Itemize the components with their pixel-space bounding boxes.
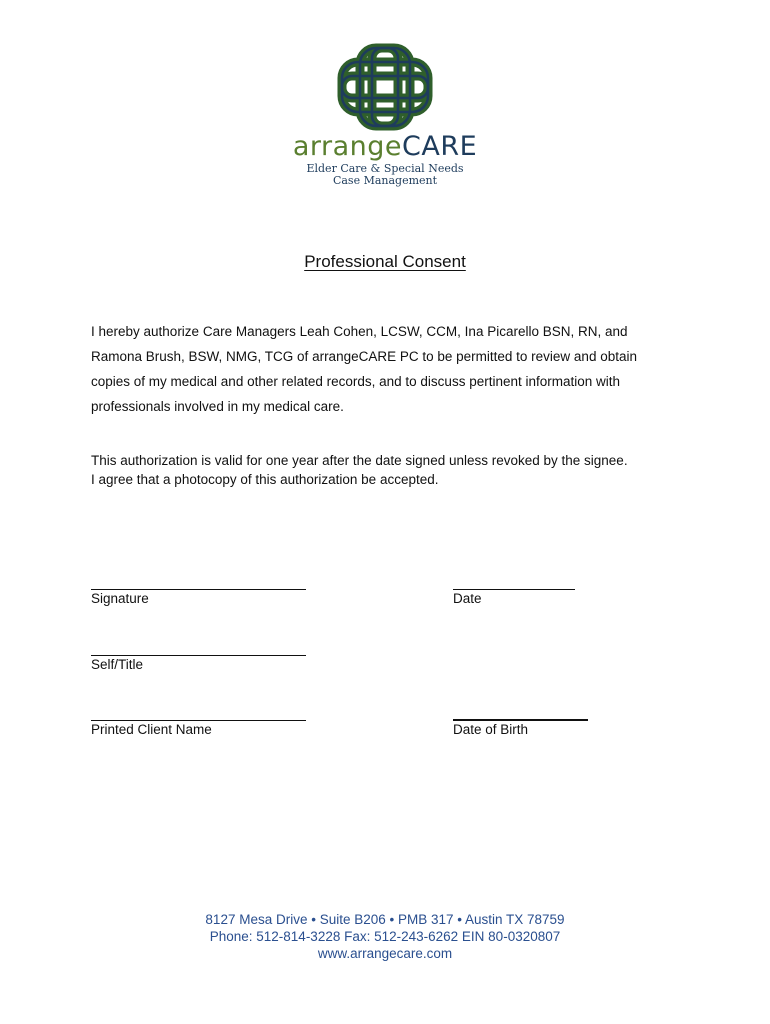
validity-line-1: This authorization is valid for one year after the date signed unless revoked by the signee. <box>91 453 628 468</box>
self-title-line[interactable] <box>91 655 306 656</box>
brand-tagline-line2: Case Management <box>332 174 438 187</box>
footer-contact: Phone: 512-814-3228 Fax: 512-243-6262 EIN 80-0320807 <box>209 929 561 944</box>
document-title: Professional Consent <box>304 252 466 271</box>
validity-paragraph <box>91 451 671 489</box>
signature-label: Signature <box>91 591 149 606</box>
footer-website-link[interactable]: www.arrangecare.com <box>317 946 453 961</box>
date-of-birth-line[interactable] <box>453 719 588 721</box>
brand-name-part2: CARE <box>402 131 478 162</box>
printed-client-name-line[interactable] <box>91 720 306 721</box>
brand-wordmark <box>0 132 770 162</box>
date-of-birth-label: Date of Birth <box>453 722 529 737</box>
footer-address: 8127 Mesa Drive • Suite B206 • PMB 317 • Austin TX 78759 <box>205 912 565 927</box>
brand-name-part1: arrange <box>292 131 403 162</box>
endless-knot-logo-icon <box>330 40 440 135</box>
signature-line[interactable] <box>91 589 306 590</box>
brand-tagline-line1: Elder Care & Special Needs <box>306 162 464 175</box>
printed-client-name-label: Printed Client Name <box>91 722 212 737</box>
date-label: Date <box>453 591 482 606</box>
date-line[interactable] <box>453 589 575 590</box>
authorization-paragraph: I hereby authorize Care Managers Leah Cohen, LCSW, CCM, Ina Picarello BSN, RN, and Ramona Brush, BSW, NMG, TCG of arrangeCARE PC to be permitted to review and obtain copies of my medical and other related records, and to discuss pertinent information with professionals involved in my medical care. <box>91 324 637 414</box>
validity-line-2: I agree that a photocopy of this authorization be accepted. <box>91 472 439 487</box>
self-title-label: Self/Title <box>91 657 144 672</box>
